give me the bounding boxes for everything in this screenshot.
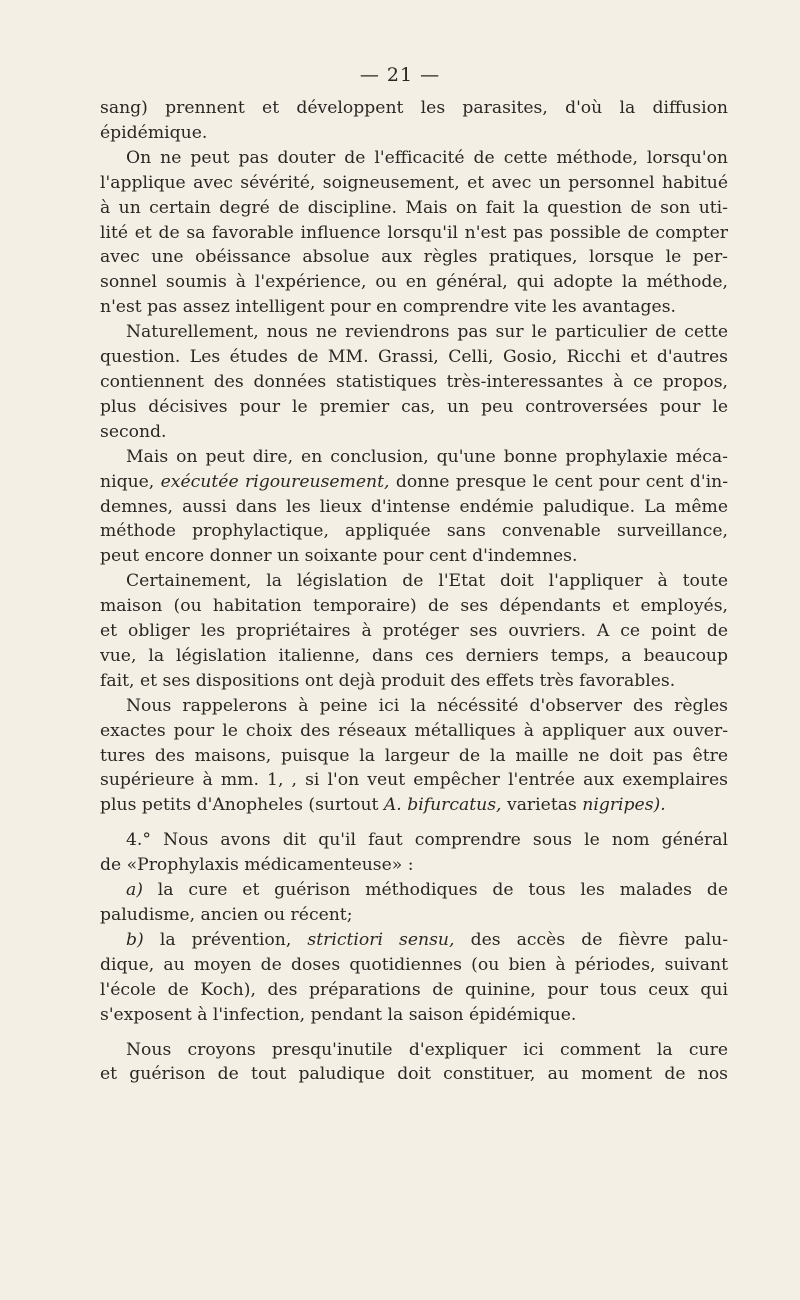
text-line: Mais on peut dire, en conclusion, qu'une bonne prophylaxie méca-: [126, 446, 728, 467]
text-line: On ne peut pas douter de l'efficacité de cette méthode, lorsqu'on: [126, 147, 728, 168]
text-line: lité et de sa favorable influence lorsqu'il n'est pas possible de compter: [100, 222, 728, 243]
text-line: épidémique.: [100, 122, 208, 143]
text-line: b) la prévention, strictiori sensu, des accès de fièvre palu-: [126, 929, 728, 950]
body-text: [100, 96, 728, 1087]
text-line: sonnel soumis à l'expérience, ou en général, qui adopte la méthode,: [100, 272, 728, 293]
text-line: avec une obéissance absolue aux règles pratiques, lorsque le per-: [100, 247, 728, 268]
text-line: Nous rappelerons à peine ici la nécéssité d'observer des règles: [126, 695, 728, 716]
page-number: — 21 —: [359, 64, 441, 86]
text-line: vue, la législation italienne, dans ces derniers temps, a beaucoup: [100, 645, 728, 666]
text-line: maison (ou habitation temporaire) de ses dépendants et employés,: [100, 596, 728, 617]
text-line: à un certain degré de discipline. Mais on fait la question de son uti-: [100, 197, 728, 218]
text-line: contiennent des données statistiques très-interessantes à ce propos,: [100, 371, 728, 392]
text-line: second.: [100, 421, 167, 442]
text-line: tures des maisons, puisque la largeur de la maille ne doit pas être: [100, 745, 728, 766]
text-line: n'est pas assez intelligent pour en comprendre vite les avantages.: [100, 297, 676, 318]
text-line: exactes pour le choix des réseaux métalliques à appliquer aux ouver-: [100, 720, 728, 741]
text-line: a) la cure et guérison méthodiques de tous les malades de: [126, 880, 728, 901]
text-line: s'exposent à l'infection, pendant la saison épidémique.: [100, 1004, 577, 1025]
text-line: paludisme, ancien ou récent;: [100, 905, 353, 925]
paragraph-gap: [100, 818, 728, 828]
text-line: peut encore donner un soixante pour cent d'indemnes.: [100, 546, 578, 567]
text-line: l'école de Koch), des préparations de quinine, pour tous ceux qui: [100, 979, 728, 1000]
text-line: et obliger les propriétaires à protéger ses ouvriers. A ce point de: [100, 621, 728, 642]
text-line: sang) prennent et développent les parasites, d'où la diffusion: [100, 98, 728, 118]
text-line: de «Prophylaxis médicamenteuse» :: [100, 855, 414, 876]
text-line: supérieure à mm. 1, , si l'on veut empêcher l'entrée aux exemplaires: [100, 770, 728, 791]
text-line: l'applique avec sévérité, soigneusement, et avec un personnel habitué: [100, 172, 728, 193]
text-line: Naturellement, nous ne reviendrons pas sur le particulier de cette: [126, 322, 728, 343]
text-line: plus petits d'Anopheles (surtout A. bifurcatus, varietas nigripes).: [100, 795, 666, 816]
text-line: Certainement, la législation de l'Etat doit l'appliquer à toute: [126, 571, 728, 592]
text-line: Nous croyons presqu'inutile d'expliquer ici comment la cure: [126, 1039, 728, 1060]
text-line: fait, et ses dispositions ont dejà produit des effets très favorables.: [100, 670, 676, 691]
text-line: question. Les études de MM. Grassi, Celli, Gosio, Ricchi et d'autres: [100, 347, 728, 368]
paragraph-gap: [100, 1028, 728, 1038]
text-line: et guérison de tout paludique doit constituer, au moment de nos: [100, 1064, 728, 1085]
text-line: plus décisives pour le premier cas, un peu controversées pour le: [100, 396, 728, 417]
text-line: méthode prophylactique, appliquée sans convenable surveillance,: [100, 521, 728, 542]
text-line: 4.° Nous avons dit qu'il faut comprendre sous le nom général: [126, 830, 728, 851]
text-line: dique, au moyen de doses quotidiennes (ou bien à périodes, suivant: [100, 954, 728, 975]
text-line: nique, exécutée rigoureusement, donne presque le cent pour cent d'in-: [100, 471, 729, 492]
text-line: demnes, aussi dans les lieux d'intense endémie paludique. La même: [100, 496, 728, 517]
